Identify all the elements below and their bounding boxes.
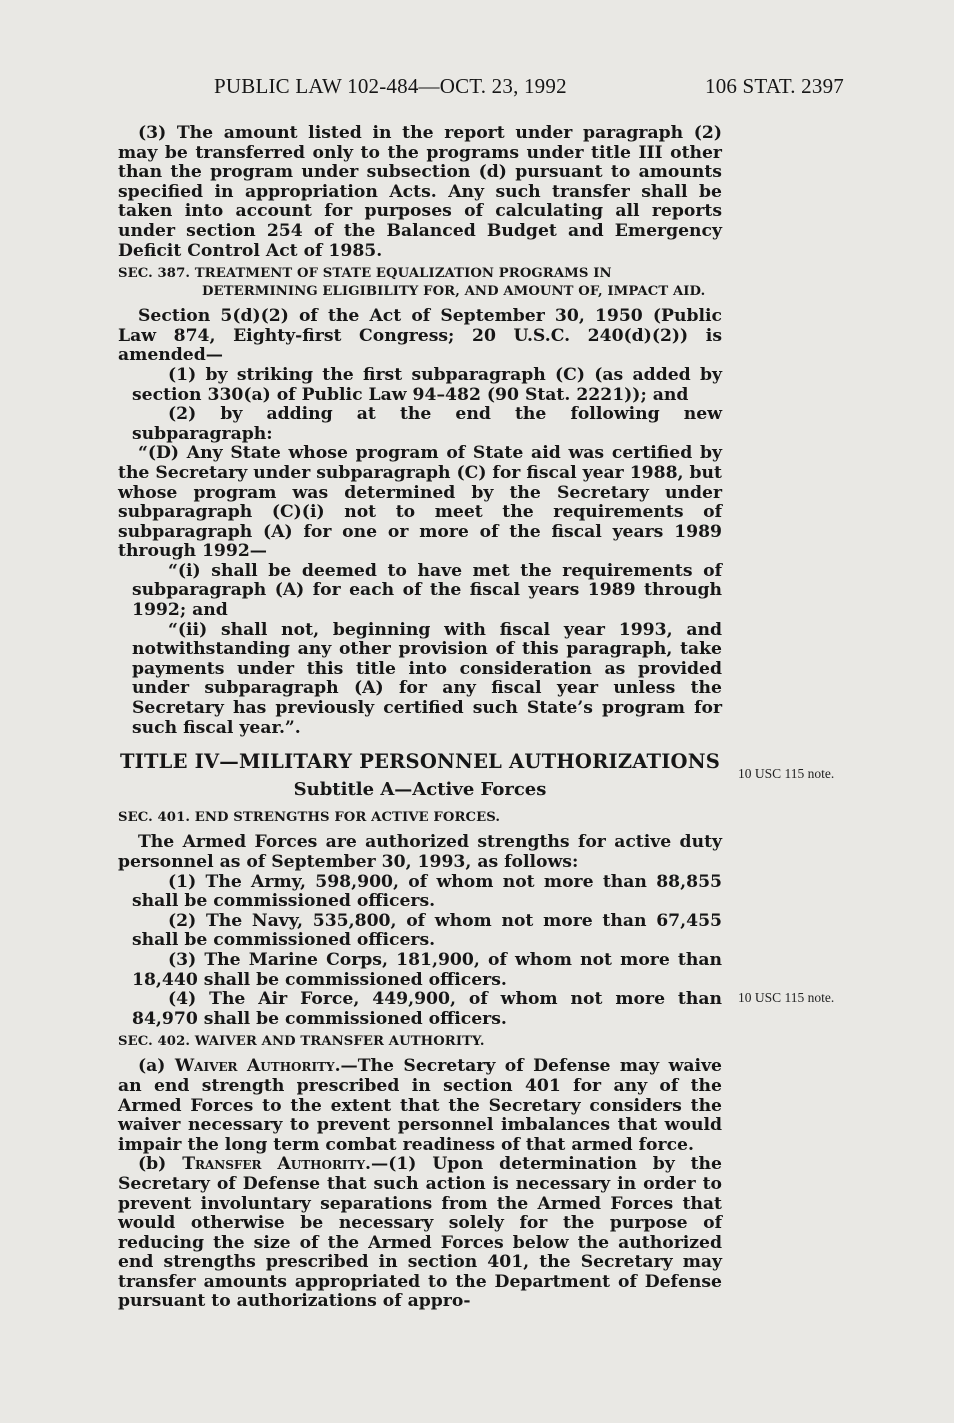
- section-402-heading: SEC. 402. WAIVER AND TRANSFER AUTHORITY.: [118, 1034, 485, 1050]
- subsection-b-label: (b): [138, 1154, 183, 1175]
- section-387-quote-d: “(D) Any State whose program of State aid was certified by the Secretary under subparagraph (C) for fiscal year 1988, but whose program was determined by the Secretary under subparagraph (C)(i) not to meet the requirements of subparagraph (A) for one or more of the fiscal years 1989 through 1992—: [118, 443, 722, 562]
- header-title: PUBLIC LAW 102-484—OCT. 23, 1992: [214, 74, 567, 98]
- section-387-item-1: (1) by striking the first subparagraph (C) (as added by section 330(a) of Public Law 94–482 (90 Stat. 2221)); and: [132, 364, 722, 405]
- section-387-intro: Section 5(d)(2) of the Act of September 30, 1950 (Public Law 874, Eighty-first Congress; 20 U.S.C. 240(d)(2)) is amended—: [118, 306, 722, 366]
- subtitle-a-heading: Subtitle A—Active Forces: [293, 778, 547, 800]
- subsection-a-text: .—The Secretary of Defense may waive an end strength prescribed in section 401 for any of the Armed Forces to the extent that the Secretary considers the waiver necessary to prevent personnel imbalances that would impair the long term combat readiness of that armed force.: [118, 1056, 722, 1155]
- paragraph-transfer-amount: (3) The amount listed in the report under paragraph (2) may be transferred only to the programs under title III other than the program under subsection (d) pursuant to amounts specified in appropriation Acts. Any such transfer shall be taken into account for purposes of calculating all reports under section 254 of the Balanced Budget and Emergency Deficit Control Act of 1985.: [118, 123, 722, 261]
- section-401-item-marine-corps: (3) The Marine Corps, 181,900, of whom not more than 18,440 shall be commissioned officers.: [132, 949, 722, 990]
- section-401-item-navy: (2) The Navy, 535,800, of whom not more than 67,455 shall be commissioned officers.: [132, 910, 722, 951]
- page-body: [118, 124, 722, 1312]
- title-iv-heading: TITLE IV—MILITARY PERSONNEL AUTHORIZATIONS: [119, 750, 721, 774]
- section-401-item-air-force: (4) The Air Force, 449,900, of whom not more than 84,970 shall be commissioned officers.: [132, 989, 722, 1029]
- section-401-intro: The Armed Forces are authorized strengths for active duty personnel as of September 30, 1993, as follows:: [118, 832, 722, 872]
- section-387-quote-ii: “(ii) shall not, beginning with fiscal year 1993, and notwithstanding any other provision of this paragraph, take payments under this title into consideration as provided under subparagraph (A) for any fiscal year unless the Secretary has previously certified such State’s program for such fiscal year.”.: [132, 619, 722, 738]
- section-387-item-2: (2) by adding at the end the following new subparagraph:: [132, 404, 722, 444]
- section-401-item-army: (1) The Army, 598,900, of whom not more than 88,855 shall be commissioned officers.: [132, 871, 722, 912]
- section-402-subsection-b: [118, 1155, 722, 1312]
- subsection-a-caption: Waiver Authority: [174, 1056, 335, 1077]
- subsection-a-label: (a): [138, 1056, 175, 1077]
- section-387-heading: SEC. 387. TREATMENT OF STATE EQUALIZATION PROGRAMS IN DETERMINING ELIGIBILITY FOR, AND AMOUNT OF, IMPACT AID.: [118, 266, 706, 300]
- margin-note-sec-401: 10 USC 115 note.: [738, 766, 835, 781]
- subsection-b-caption: Transfer Authority: [182, 1154, 366, 1175]
- header-stat-citation: 106 STAT. 2397: [705, 74, 844, 98]
- section-387-quote-i: “(i) shall be deemed to have met the requirements of subparagraph (A) for each of the fiscal years 1989 through 1992; and: [132, 560, 722, 621]
- page-header: [0, 74, 954, 104]
- subsection-b-text: .—(1) Upon determination by the Secretary of Defense that such action is necessary in order to prevent involuntary separations from the Armed Forces that would otherwise be necessary solely for the purpose of reducing the size of the Armed Forces below the authorized end strengths prescribed in section 401, the Secretary may transfer amounts appropriated to the Department of Defense pursuant to authorizations of appro-: [118, 1154, 722, 1312]
- margin-note-sec-402: 10 USC 115 note.: [738, 990, 835, 1005]
- section-401-heading: SEC. 401. END STRENGTHS FOR ACTIVE FORCES.: [118, 810, 501, 826]
- section-402-subsection-a: [118, 1057, 722, 1155]
